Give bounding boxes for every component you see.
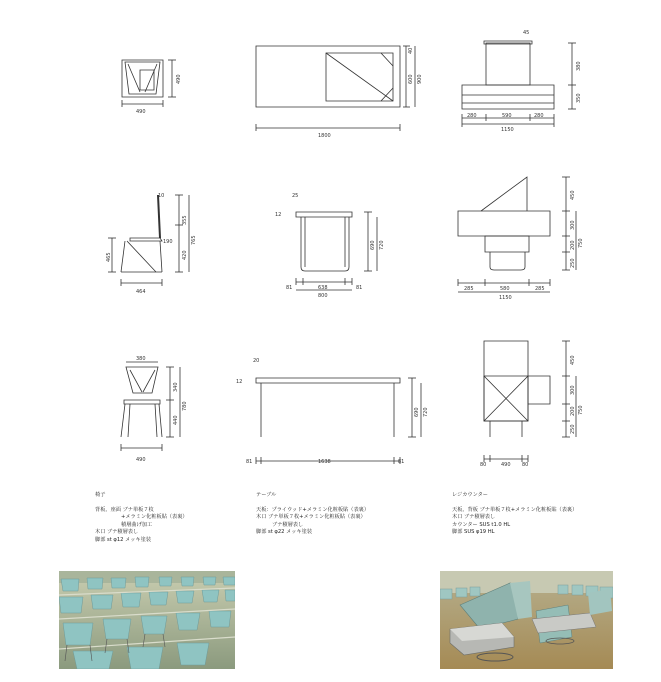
- table-notes-title: テーブル: [256, 492, 277, 498]
- dim-table-side-h1: 690: [370, 240, 376, 250]
- dim-counter-front-h4: 250: [570, 424, 576, 434]
- dim-counter-front-h2: 200: [570, 406, 576, 416]
- dim-table-front-h2: 720: [423, 407, 429, 417]
- dim-table-side-t2: 12: [275, 212, 282, 218]
- chair-notes: [95, 492, 245, 545]
- dim-chair-side-back: 355: [182, 215, 188, 225]
- dim-counter-top-w1: 590: [502, 113, 512, 119]
- dim-chair-side-arm: 190: [163, 239, 173, 245]
- table-notes-line: ブナ積層表し: [272, 521, 304, 528]
- table-front-view: [256, 378, 421, 464]
- chair-plan-view: [122, 60, 176, 107]
- dim-chair-front-width: 490: [136, 457, 146, 463]
- dim-chair-plan-width: 490: [136, 109, 146, 115]
- counter-notes: [452, 492, 622, 537]
- chairs-photo: [59, 571, 235, 669]
- table-notes-line: 木口 ブナ単板７枚+メラミン化粧板貼（表裏）: [256, 514, 366, 521]
- counter-notes-line: 脚部 SUS φ19 HL: [452, 529, 495, 536]
- dim-counter-front-w2: 80: [522, 462, 529, 468]
- counter-photo: [440, 571, 613, 669]
- dim-counter-side-h3: 750: [578, 238, 584, 248]
- chair-notes-title: 椅子: [95, 492, 106, 498]
- counter-front-view: [484, 341, 576, 462]
- table-side-view: [296, 212, 377, 290]
- dim-counter-side-h1: 300: [570, 220, 576, 230]
- chair-side-view: [108, 195, 189, 286]
- dim-table-plan-side-1: 600: [408, 74, 414, 84]
- dim-table-front-t2: 12: [236, 379, 243, 385]
- table-notes-line: 天板：プライウッド+メラミン化粧板貼（表裏）: [256, 506, 370, 513]
- dim-chair-side-h: 765: [191, 235, 197, 245]
- counter-notes-line: 木口 ブナ積層表し: [452, 514, 496, 521]
- dim-counter-top-h1: 380: [576, 61, 582, 71]
- chair-notes-line: 積層曲げ加工: [121, 521, 153, 528]
- dim-counter-side-w1: 580: [500, 286, 510, 292]
- dim-chair-front-h3: 440: [173, 415, 179, 425]
- counter-notes-line: 天板、背板 ブナ単板７枚+メラミン化粧板貼（表裏）: [452, 506, 578, 513]
- dim-counter-side-w0: 285: [464, 286, 474, 292]
- dim-chair-front-h1: 340: [173, 382, 179, 392]
- dim-counter-front-h3: 750: [578, 405, 584, 415]
- dim-counter-front-h1: 300: [570, 385, 576, 395]
- dim-counter-front-w1: 490: [501, 462, 511, 468]
- dim-counter-side-h4: 250: [570, 258, 576, 268]
- dim-table-side-total: 800: [318, 293, 328, 299]
- counter-elevation-top: [462, 41, 576, 127]
- dim-counter-side-total: 1150: [499, 295, 512, 301]
- dim-table-side-t1: 25: [292, 193, 299, 199]
- chair-front-view: [121, 362, 180, 451]
- dim-chair-side-seat: 465: [106, 252, 112, 262]
- dim-table-side-w2: 81: [356, 285, 363, 291]
- chair-notes-line: 脚部 st φ12 メッキ塗装: [95, 536, 152, 543]
- dim-counter-front-top: 450: [570, 355, 576, 365]
- dim-table-side-h2: 720: [379, 240, 385, 250]
- dim-table-front-h1: 690: [414, 407, 420, 417]
- dim-counter-front-w0: 80: [480, 462, 487, 468]
- dim-table-front-w0: 81: [246, 459, 253, 465]
- dim-table-front-t1: 20: [253, 358, 260, 364]
- chair-notes-line: 木口 ブナ積層表し: [95, 529, 139, 536]
- dim-counter-top-w0: 280: [467, 113, 477, 119]
- dim-counter-top-top: 45: [523, 30, 530, 36]
- chair-notes-line: +メラミン化粧板貼（表裏）: [121, 514, 188, 521]
- dim-chair-plan-depth: 490: [176, 74, 182, 84]
- dim-counter-top-total: 1150: [501, 127, 514, 133]
- dim-counter-side-top: 450: [570, 190, 576, 200]
- dim-counter-side-h2: 200: [570, 240, 576, 250]
- dim-chair-front-top: 380: [136, 356, 146, 362]
- dim-chair-side-depth: 464: [136, 289, 146, 295]
- dim-table-plan-length: 1800: [318, 133, 331, 139]
- counter-notes-title: レジカウンター: [452, 492, 488, 498]
- counter-notes-line: カウンター SUS t1.0 HL: [452, 521, 511, 528]
- dim-chair-side-base: 420: [182, 250, 188, 260]
- dim-table-plan-side-2: 900: [417, 74, 423, 84]
- dim-counter-top-h2: 350: [576, 93, 582, 103]
- dim-table-side-w0: 81: [286, 285, 293, 291]
- counter-side-view: [458, 177, 576, 292]
- dim-table-front-w2: 81: [398, 459, 405, 465]
- dim-counter-side-w2: 285: [535, 286, 545, 292]
- dim-table-side-w1: 638: [318, 285, 328, 291]
- table-plan-view: [256, 46, 415, 131]
- dim-counter-top-w2: 280: [534, 113, 544, 119]
- dim-table-plan-side-0: 40: [408, 47, 414, 54]
- table-notes-line: 脚部 st φ22 メッキ塗装: [256, 529, 313, 536]
- table-notes: [256, 492, 426, 537]
- dim-chair-side-top: 10: [158, 193, 165, 199]
- dim-table-front-w1: 1638: [318, 459, 331, 465]
- chair-notes-line: 背板、座面 ブナ単板７枚: [95, 506, 154, 513]
- dim-chair-front-h2: 780: [182, 401, 188, 411]
